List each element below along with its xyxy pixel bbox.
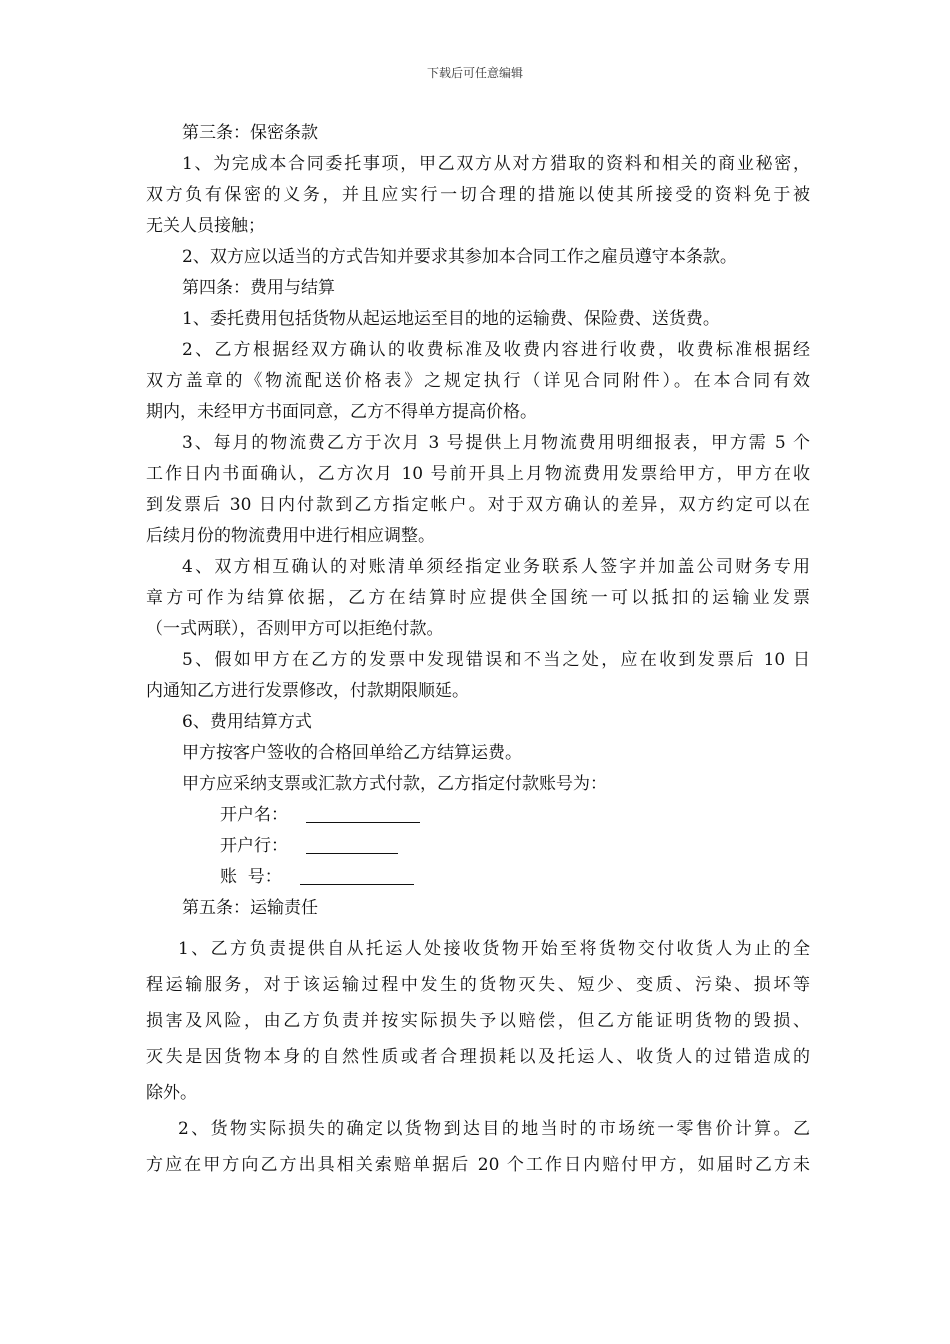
article-3-p1-line3: 无关人员接触； [146,216,265,236]
article-5-p2-line2: 方应在甲方向乙方出具相关索赔单据后 20 个工作日内赔付甲方，如届时乙方未 [146,1155,810,1175]
article-4-p2-line2: 双方盖章的《物流配送价格表》之规定执行（详见合同附件）。在本合同有效 [146,371,810,391]
contract-body [146,118,810,1183]
article-4-p3-line2: 工作日内书面确认，乙方次月 10 号前开具上月物流费用发票给甲方，甲方在收 [146,464,810,484]
article-4-p4-line3: （一式两联），否则甲方可以拒绝付款。 [146,619,444,639]
article-4-p6-heading: 6、费用结算方式 [182,712,312,732]
account-no-label: 账 号： [220,867,282,887]
article-4-p3-line1: 3、每月的物流费乙方于次月 3 号提供上月物流费用明细报表，甲方需 5 个 [182,433,810,453]
article-4-p4-line2: 章方可作为结算依据，乙方在结算时应提供全国统一可以抵扣的运输业发票 [146,588,810,608]
article-4-p6-settlement: 甲方按客户签收的合格回单给乙方结算运费。 [182,743,522,763]
article-3-p1-line1: 1、为完成本合同委托事项，甲乙双方从对方猎取的资料和相关的商业秘密， [182,154,810,174]
article-5-p1-line2: 程运输服务，对于该运输过程中发生的货物灭失、短少、变质、污染、损坏等 [146,975,810,995]
bank-label: 开户行： [220,836,288,856]
article-4-p5-line1: 5、假如甲方在乙方的发票中发现错误和不当之处，应在收到发票后 10 日 [182,650,810,670]
article-3-title: 第三条：保密条款 [182,123,318,143]
article-4-p1: 1、委托费用包括货物从起运地运至目的地的运输费、保险费、送货费。 [182,309,720,329]
article-3-p1-line2: 双方负有保密的义务，并且应实行一切合理的措施以使其所接受的资料免于被 [146,185,810,205]
article-4-p2-line3: 期内，未经甲方书面同意，乙方不得单方提高价格。 [146,402,537,422]
article-5-p2-line1: 2、货物实际损失的确定以货物到达目的地当时的市场统一零售价计算。乙 [178,1119,810,1139]
bank-row [146,831,810,862]
account-name-blank [306,802,420,823]
article-5-p1-line3: 损害及风险，由乙方负责并按实际损失予以赔偿，但乙方能证明货物的毁损、 [146,1011,810,1031]
article-4-p2-line1: 2、乙方根据经双方确认的收费标准及收费内容进行收费，收费标准根据经 [182,340,810,360]
article-5-title: 第五条：运输责任 [182,898,318,918]
account-name-label: 开户名： [220,805,288,825]
article-4-p3-line4: 后续月份的物流费用中进行相应调整。 [146,526,435,546]
page-header-note: 下载后可任意编辑 [426,66,523,80]
account-no-row [146,862,810,893]
account-name-row [146,800,810,831]
article-5-p1-line4: 灭失是因货物本身的自然性质或者合理损耗以及托运人、收货人的过错造成的 [146,1047,810,1067]
bank-blank [306,833,398,854]
article-4-p5-line2: 内通知乙方进行发票修改，付款期限顺延。 [146,681,469,701]
article-4-title: 第四条：费用与结算 [182,278,335,298]
article-5-p1-line5: 除外。 [146,1083,197,1103]
account-no-blank [300,864,414,885]
article-4-p6-payment: 甲方应采纳支票或汇款方式付款，乙方指定付款账号为： [182,774,607,794]
article-4-p4-line1: 4、双方相互确认的对账清单须经指定业务联系人签字并加盖公司财务专用 [182,557,810,577]
article-5-p1-line1: 1、乙方负责提供自从托运人处接收货物开始至将货物交付收货人为止的全 [178,939,810,959]
article-4-p3-line3: 到发票后 30 日内付款到乙方指定帐户。对于双方确认的差异，双方约定可以在 [146,495,810,515]
article-3-p2: 2、双方应以适当的方式告知并要求其参加本合同工作之雇员遵守本条款。 [182,247,737,267]
